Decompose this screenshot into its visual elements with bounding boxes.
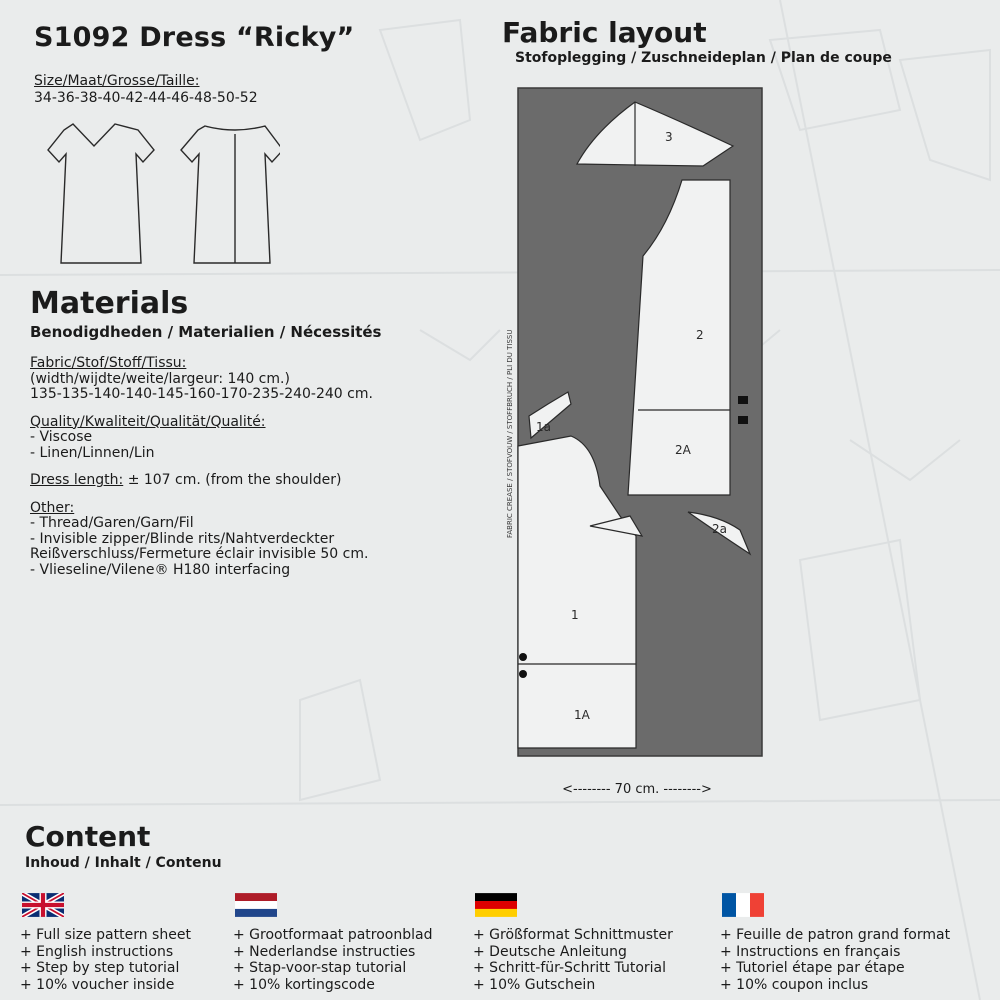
content-item: + Schritt-für-Schritt Tutorial — [473, 960, 667, 976]
content-item: + Instructions en français — [720, 943, 901, 960]
pattern-title: S1092 Dress “Ricky” — [34, 22, 355, 53]
other-label: Other: — [30, 499, 75, 516]
content-item: + Feuille de patron grand format — [720, 927, 951, 943]
size-section — [34, 73, 258, 107]
fabric-layout-diagram — [500, 86, 770, 806]
other-item: Reißverschluss/Fermeture éclair invisible 50 cm. — [30, 546, 369, 562]
content-item: + Größformat Schnittmuster — [473, 927, 673, 943]
dress-length — [30, 473, 373, 489]
fabric-label: Fabric/Stof/Stoff/Tissu: — [30, 355, 187, 371]
piece-label: 2a — [712, 522, 727, 536]
content-item: + Tutoriel étape par étape — [720, 960, 905, 976]
content-item: + 10% coupon inclus — [720, 976, 869, 993]
dress-length-value: ± 107 cm. (from the shoulder) — [127, 472, 342, 488]
france-flag-icon — [722, 893, 764, 917]
dress-back-sketch — [181, 126, 280, 263]
piece-label: 1 — [571, 608, 579, 622]
content-item: + Grootformaat patroonblad — [233, 927, 433, 943]
size-values: 34-36-38-40-42-44-46-48-50-52 — [34, 90, 258, 106]
uk-flag-icon — [22, 893, 64, 917]
fabric-marker — [519, 670, 527, 678]
fabric-crease-label: FABRIC CREASE / STOFVOUW / STOFFBRUCH / PLI DU TISSU — [506, 329, 514, 538]
content-column-german — [473, 893, 673, 993]
content-heading: Content — [25, 820, 151, 853]
fabric-marker — [738, 396, 748, 404]
dress-sketches — [40, 118, 280, 270]
fabric-marker — [738, 416, 748, 424]
germany-flag-icon — [475, 893, 517, 917]
content-subheading: Inhoud / Inhalt / Contenu — [25, 855, 222, 871]
fabric-width: (width/wijdte/weite/largeur: 140 cm.) — [30, 370, 290, 387]
materials-list — [30, 356, 373, 578]
materials-heading: Materials — [30, 286, 189, 321]
content-item: + Stap-voor-stap tutorial — [233, 960, 407, 976]
fabric-layout-heading: Fabric layout — [502, 16, 707, 49]
size-label: Size/Maat/Grosse/Taille: — [34, 73, 200, 89]
content-item: + 10% kortingscode — [233, 976, 375, 993]
content-column-dutch — [233, 893, 433, 993]
content-column-english — [20, 893, 191, 993]
dress-front-sketch — [48, 124, 154, 263]
netherlands-flag-icon — [235, 893, 277, 917]
quality-label: Quality/Kwaliteit/Qualität/Qualité: — [30, 413, 266, 430]
fabric-amounts: 135-135-140-140-145-160-170-235-240-240 cm. — [30, 386, 373, 402]
content-item: + 10% Gutschein — [473, 976, 596, 993]
piece-label: 2A — [675, 443, 691, 457]
piece-label: 1a — [536, 420, 551, 434]
quality-item: - Linen/Linnen/Lin — [30, 444, 155, 461]
content-column-french — [720, 893, 950, 993]
other-item: - Thread/Garen/Garn/Fil — [30, 515, 194, 531]
fabric-marker — [519, 653, 527, 661]
piece-label: 3 — [665, 130, 673, 144]
fabric-layout-subheading: Stofoplegging / Zuschneideplan / Plan de coupe — [515, 50, 892, 66]
quality-item: - Viscose — [30, 429, 93, 445]
content-item: + English instructions — [20, 943, 174, 960]
content-item: + Nederlandse instructies — [233, 943, 416, 960]
fabric-width-label: <-------- 70 cm. --------> — [562, 782, 712, 797]
piece-label: 2 — [696, 328, 704, 342]
content-item: + Full size pattern sheet — [20, 927, 191, 943]
other-item: - Vlieseline/Vilene® H180 interfacing — [30, 561, 291, 578]
content-item: + 10% voucher inside — [20, 976, 175, 993]
piece-label: 1A — [574, 708, 590, 722]
content-item: + Step by step tutorial — [20, 960, 180, 976]
other-item: - Invisible zipper/Blinde rits/Nahtverdeckter — [30, 530, 335, 547]
dress-length-label: Dress length: — [30, 472, 124, 488]
content-item: + Deutsche Anleitung — [473, 943, 627, 960]
materials-subheading: Benodigdheden / Materialien / Nécessités — [30, 323, 382, 341]
